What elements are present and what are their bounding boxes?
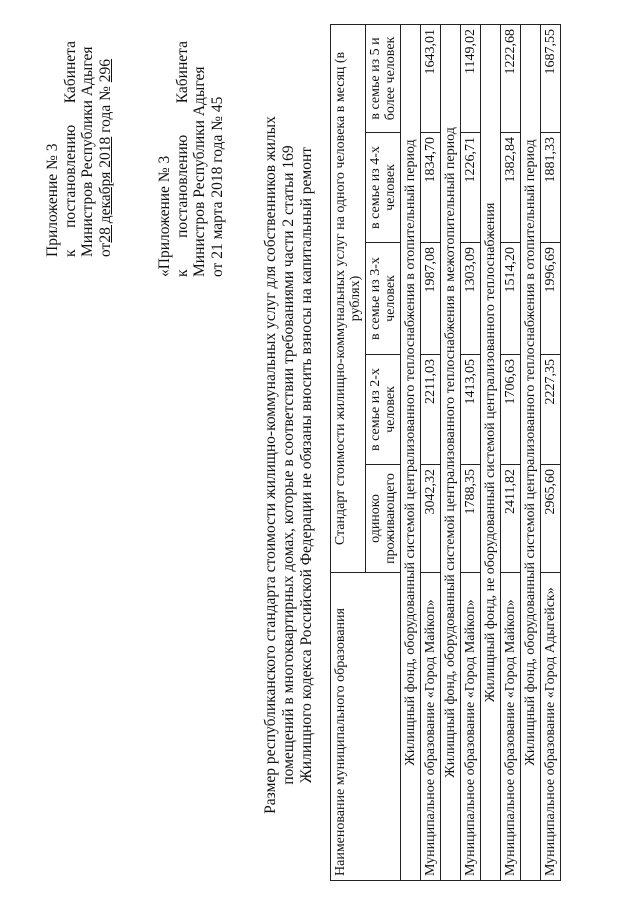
value-single: 3042,32	[421, 465, 441, 573]
appendix-line: к постановлению Кабинета	[61, 41, 79, 257]
value-family-4: 1881,33	[541, 133, 561, 243]
document-title: Размер республиканского стандарта стоимости жилищно-коммунальных услуг для собственников жилых помещений в многоквартирных домах, которые в соответствии требованиями части 2 статьи 169 Жилищного кодекса Российской Федерации не обязаны вносить взносы на капитальный ремонт	[262, 116, 315, 814]
table-header-row	[331, 24, 366, 880]
value-family-3: 1996,69	[541, 243, 561, 355]
municipality-name: Муниципальное образование «Город Майкоп»	[501, 573, 521, 881]
appendix-date-line: от28 декабря 2018 года № 296	[96, 58, 114, 257]
value-family-5plus: 1643,01	[421, 24, 441, 132]
municipality-name: Муниципальное образование «Город Майкоп»	[461, 573, 481, 881]
appendix-line: Министров Республики Адыгея	[191, 66, 208, 277]
value-family-4: 1834,70	[421, 133, 441, 243]
value-family-4: 1382,84	[501, 133, 521, 243]
value-family-5plus: 1222,68	[501, 24, 521, 132]
header-standard-group: Стандарт стоимости жилищно-коммунальных услуг на одного человека в месяц (в рублях)	[331, 24, 366, 572]
value-family-2: 1706,63	[501, 355, 521, 465]
municipality-name: Муниципальное образование «Город Адыгейск»	[541, 573, 561, 881]
appendix-title: Приложение № 3	[44, 143, 61, 257]
appendix-date-line: от 21 марта 2018 года № 45	[208, 96, 226, 277]
header-family-4: в семье из 4-х человек	[366, 133, 401, 243]
appendix-line: Министров Республики Адыгея	[79, 46, 96, 257]
handwritten-date: 28 декабря 2018	[96, 136, 114, 243]
header-family-2: в семье из 2-х человек	[366, 355, 401, 465]
value-family-2: 1413,05	[461, 355, 481, 465]
section-row: Жилищный фонд, оборудованный системой централизованного теплоснабжения в межотопительный период	[441, 24, 461, 880]
municipality-name: Муниципальное образование «Город Майкоп»	[421, 573, 441, 881]
value-single: 2965,60	[541, 465, 561, 573]
section-row: Жилищный фонд, оборудованный системой централизованного теплоснабжения в отопительный период	[521, 24, 541, 880]
header-family-3: в семье из 3-х человек	[366, 243, 401, 355]
table-row	[421, 24, 441, 880]
cost-standard-table	[330, 24, 561, 881]
appendix-header-old	[156, 41, 226, 277]
value-family-3: 1514,20	[501, 243, 521, 355]
value-family-2: 2211,03	[421, 355, 441, 465]
value-family-5plus: 1149,02	[461, 24, 481, 132]
value-family-3: 1987,08	[421, 243, 441, 355]
appendix-title: «Приложение № 3	[156, 155, 173, 277]
header-single: одиноко проживающего	[366, 465, 401, 573]
value-family-2: 2227,35	[541, 355, 561, 465]
section-row: Жилищный фонд, оборудованный системой централизованного теплоснабжения в отопительный период	[401, 24, 421, 880]
table-row	[501, 24, 521, 880]
value-family-3: 1303,09	[461, 243, 481, 355]
value-single: 2411,82	[501, 465, 521, 573]
value-family-4: 1226,71	[461, 133, 481, 243]
handwritten-number: 296	[96, 58, 114, 83]
appendix-header-new	[44, 41, 114, 257]
header-municipality: Наименование муниципального образования	[331, 573, 401, 881]
section-row: Жилищный фонд, не оборудованный системой централизованного теплоснабжения	[481, 24, 501, 880]
table-row	[541, 24, 561, 880]
header-family-5plus: в семье из 5 и более человек	[366, 24, 401, 132]
appendix-line: к постановлению Кабинета	[173, 41, 191, 277]
value-single: 1788,35	[461, 465, 481, 573]
table-row	[461, 24, 481, 880]
value-family-5plus: 1687,55	[541, 24, 561, 132]
